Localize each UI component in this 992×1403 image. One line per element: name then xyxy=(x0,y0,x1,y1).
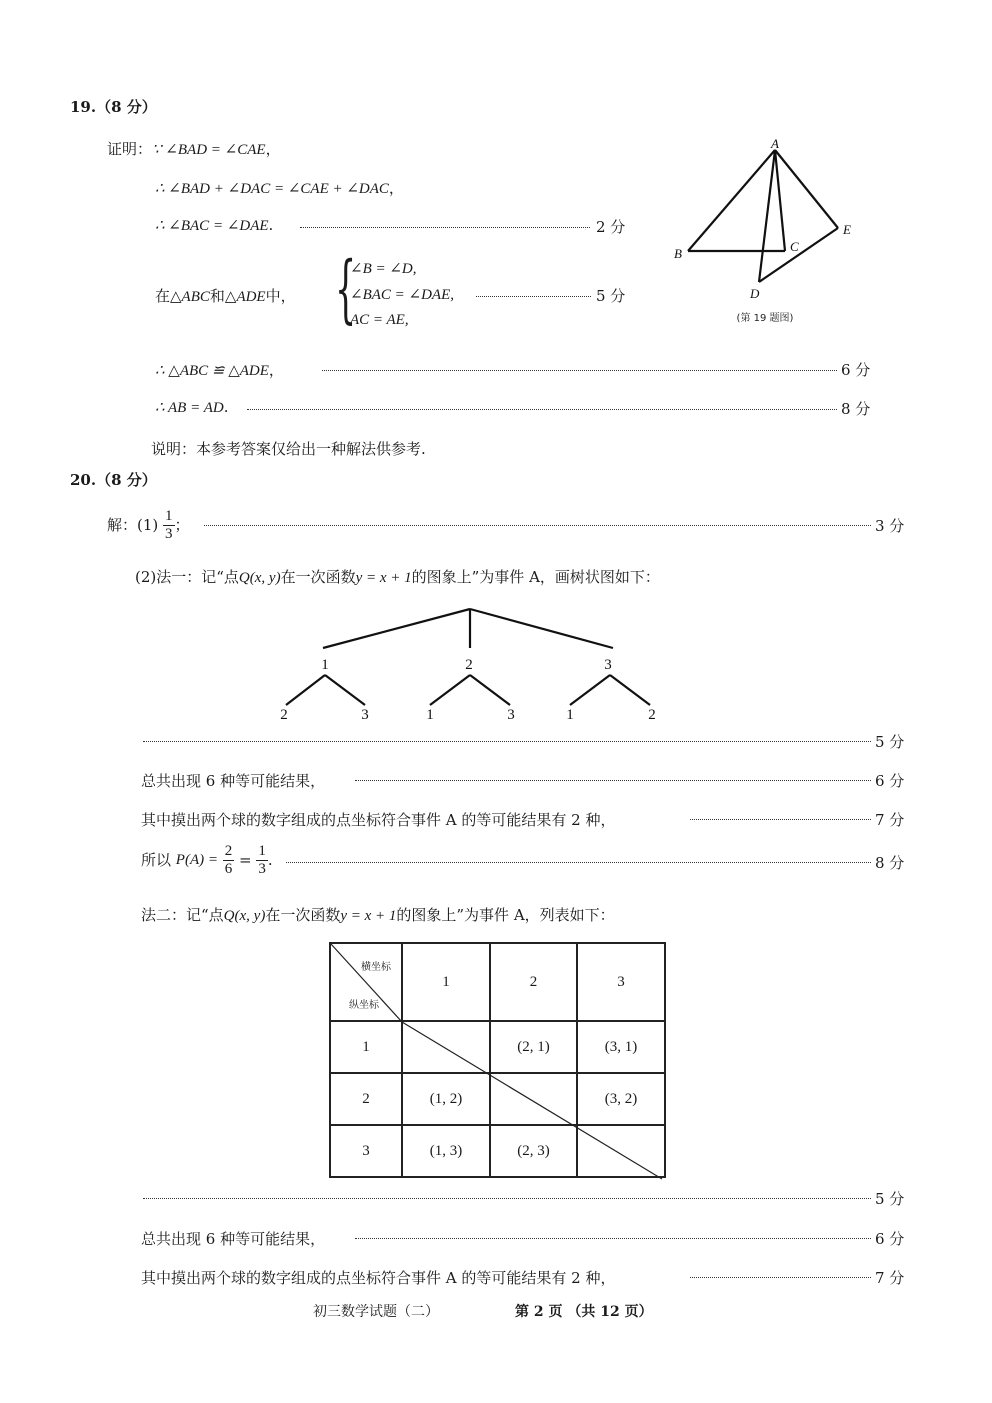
method2-c: 的图象上”为事件 A，列表如下： xyxy=(396,906,615,924)
score-6: 6 分 xyxy=(841,361,871,379)
line4-mid: 中， xyxy=(265,287,296,305)
leader-dots xyxy=(300,227,590,228)
table-cell: (1, 2) xyxy=(402,1073,490,1125)
score-5b: 5 分 xyxy=(875,1190,905,1208)
line2-math: ∴ ∠BAD + ∠DAC = ∠CAE + ∠DAC xyxy=(155,181,389,197)
q19-note: 说明：本参考答案仅给出一种解法供参考. xyxy=(151,440,426,458)
part1-prefix: 解：(1) xyxy=(107,516,159,534)
leader-dots xyxy=(690,1277,871,1278)
prob-lhs: P(A) = xyxy=(175,852,218,868)
tree-leaf: 2 xyxy=(280,707,288,723)
tree-branch xyxy=(610,675,650,705)
tree-branch xyxy=(430,675,470,705)
leader-dots xyxy=(204,525,871,526)
frac-num: 1 xyxy=(165,508,173,524)
tree-node: 1 xyxy=(321,657,329,673)
prob-suffix: . xyxy=(267,851,273,869)
table-diagonals xyxy=(329,942,665,1182)
label-d: D xyxy=(750,286,760,301)
linear-function: y = x + 1 xyxy=(355,570,412,586)
label-b: B xyxy=(674,246,682,261)
prob-eq: = xyxy=(239,851,252,869)
left-brace: { xyxy=(335,246,357,332)
table-cell: (2, 1) xyxy=(490,1021,577,1073)
line2-suffix: ， xyxy=(388,179,404,197)
segment-ae xyxy=(775,150,838,228)
q20-method1 xyxy=(135,566,660,587)
line1-math: ∵ ∠BAD = ∠CAE xyxy=(152,142,266,158)
line5-math: ∴ △ABC ≌ △ADE xyxy=(155,363,269,379)
segment-de xyxy=(759,228,838,282)
triangle-abc: △ABC xyxy=(170,289,210,305)
row-header: 2 xyxy=(330,1073,402,1125)
q20-heading: 20.（8 分） xyxy=(70,471,157,489)
tree-branch xyxy=(323,609,470,648)
label-a: A xyxy=(771,136,779,151)
q19-line1 xyxy=(107,138,281,159)
method2-b: 在一次函数 xyxy=(265,906,341,924)
linear-function: y = x + 1 xyxy=(340,908,397,924)
frac-den: 3 xyxy=(165,526,173,542)
q19-line2 xyxy=(155,177,404,198)
triangle-ade: △ADE xyxy=(224,289,266,305)
condition-2: ∠BAC = ∠DAE, xyxy=(350,287,454,303)
table-cell: (3, 2) xyxy=(577,1073,665,1125)
q20-part1 xyxy=(107,508,190,543)
tree-node: 3 xyxy=(604,657,612,673)
score-8: 8 分 xyxy=(875,854,905,872)
corner-diagonal xyxy=(331,944,402,1022)
q19-line5 xyxy=(155,359,284,380)
score-7a: 7 分 xyxy=(875,811,905,829)
table-cell: (1, 3) xyxy=(402,1125,490,1177)
page-number: 第 2 页 （共 12 页） xyxy=(515,1304,653,1320)
method1-c: 的图象上”为事件 A，画树状图如下： xyxy=(411,568,660,586)
row-header: 1 xyxy=(330,1021,402,1073)
score-3: 3 分 xyxy=(875,517,905,535)
line4-and: 和 xyxy=(209,287,225,305)
score-6b: 6 分 xyxy=(875,1230,905,1248)
label-e: E xyxy=(843,222,851,237)
frac-num: 1 xyxy=(258,843,266,859)
score-8: 8 分 xyxy=(841,400,871,418)
row-header: 3 xyxy=(330,1125,402,1177)
table-cell: (2, 3) xyxy=(490,1125,577,1177)
tree-branch xyxy=(470,675,510,705)
segment-ad xyxy=(759,150,775,282)
tree-branch xyxy=(325,675,365,705)
frac-num: 2 xyxy=(224,843,233,859)
line5-suffix: ， xyxy=(268,361,284,379)
fraction-one-third xyxy=(256,843,268,878)
segment-ab xyxy=(688,150,775,251)
prob-prefix: 所以 xyxy=(141,851,172,869)
line6-math: ∴ AB = AD xyxy=(155,400,224,416)
frac-den: 6 xyxy=(224,861,233,877)
tree-leaf: 3 xyxy=(361,707,369,723)
segment-ac xyxy=(775,150,785,251)
line1-suffix: ， xyxy=(265,140,281,158)
col-header: 1 xyxy=(402,943,490,1021)
total-outcomes-a: 总共出现 6 种等可能结果， xyxy=(141,772,326,790)
fraction-one-third xyxy=(163,508,175,543)
label-c: C xyxy=(790,239,799,254)
tree-branch xyxy=(286,675,325,705)
main-diagonal xyxy=(402,1022,662,1179)
q19-heading: 19.（8 分） xyxy=(70,98,157,116)
favorable-outcomes-a: 其中摸出两个球的数字组成的点坐标符合事件 A 的等可能结果有 2 种， xyxy=(141,811,616,829)
col-header: 2 xyxy=(490,943,577,1021)
table-cell: (3, 1) xyxy=(577,1021,665,1073)
score-7b: 7 分 xyxy=(875,1269,905,1287)
score-5: 5 分 xyxy=(596,287,626,305)
leader-dots xyxy=(247,409,837,410)
score-2: 2 分 xyxy=(596,218,626,236)
leader-dots xyxy=(690,819,871,820)
condition-3: AC = AE, xyxy=(350,312,409,328)
leader-dots xyxy=(143,741,871,742)
part1-suffix: ； xyxy=(174,516,190,534)
leader-dots xyxy=(286,862,871,863)
method1-a: (2)法一：记“点 xyxy=(135,568,239,586)
tree-leaf: 1 xyxy=(566,707,574,723)
figure-caption: (第 19 题图) xyxy=(736,313,794,324)
q19-line4 xyxy=(155,285,296,306)
method1-b: 在一次函数 xyxy=(280,568,356,586)
leader-dots xyxy=(476,296,591,297)
tree-leaf: 1 xyxy=(426,707,434,723)
tree-diagram xyxy=(270,605,670,727)
triangle-figure xyxy=(668,136,868,331)
point-q: Q(x, y) xyxy=(223,908,266,924)
tree-branch xyxy=(570,675,610,705)
line3-suffix: . xyxy=(268,216,274,234)
leader-dots xyxy=(355,780,871,781)
total-outcomes-b: 总共出现 6 种等可能结果， xyxy=(141,1230,326,1248)
method2-a: 法二：记“点 xyxy=(141,906,224,924)
leader-dots xyxy=(143,1198,871,1199)
tree-branch xyxy=(470,609,613,648)
q19-line3 xyxy=(155,216,273,235)
line4-prefix: 在 xyxy=(155,287,171,305)
proof-label: 证明： xyxy=(107,140,153,158)
tree-leaf: 2 xyxy=(648,707,656,723)
probability-line xyxy=(141,843,273,878)
fraction-two-sixths xyxy=(223,843,235,878)
footer-title: 初三数学试题（二） xyxy=(313,1304,439,1320)
line3-math: ∴ ∠BAC = ∠DAE xyxy=(155,218,269,234)
leader-dots xyxy=(322,370,837,371)
tree-node: 2 xyxy=(465,657,473,673)
leader-dots xyxy=(355,1238,871,1239)
q19-line6 xyxy=(155,398,228,417)
condition-1: ∠B = ∠D, xyxy=(350,261,417,277)
q20-method2 xyxy=(141,904,615,925)
frac-den: 3 xyxy=(258,861,266,877)
favorable-outcomes-b: 其中摸出两个球的数字组成的点坐标符合事件 A 的等可能结果有 2 种， xyxy=(141,1269,616,1287)
line6-suffix: . xyxy=(223,398,229,416)
score-5a: 5 分 xyxy=(875,733,905,751)
corner-x-label: 横坐标 xyxy=(361,962,391,973)
tree-leaf: 3 xyxy=(507,707,515,723)
score-6a: 6 分 xyxy=(875,772,905,790)
corner-y-label: 纵坐标 xyxy=(349,1000,379,1011)
point-q: Q(x, y) xyxy=(238,570,281,586)
col-header: 3 xyxy=(577,943,665,1021)
